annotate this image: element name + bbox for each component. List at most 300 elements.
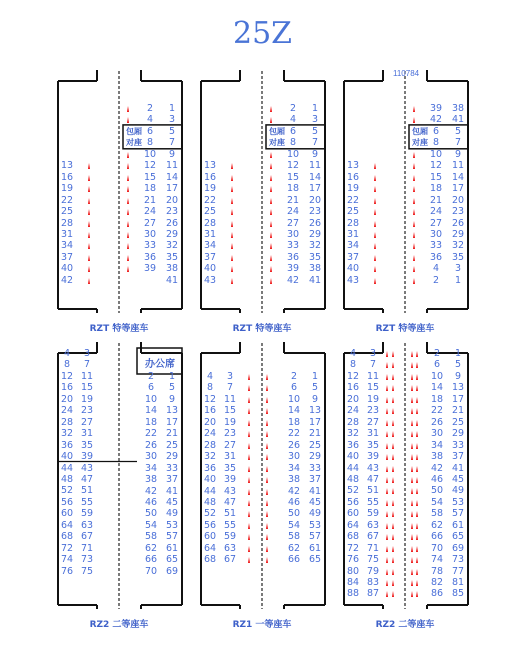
seat-number: 21 — [286, 194, 300, 206]
seat-direction-marker — [411, 500, 413, 506]
seat-direction-marker — [411, 557, 413, 563]
seat-number: 32 — [451, 240, 465, 252]
seat-direction-marker — [392, 408, 394, 414]
seat-number: 25 — [346, 206, 360, 218]
seat-direction-marker — [386, 431, 388, 437]
seat-direction-marker — [266, 408, 268, 414]
seat-direction-marker — [416, 408, 418, 414]
seat-direction-marker — [266, 523, 268, 529]
seat-number: 85 — [451, 588, 465, 600]
seat-number: 17 — [451, 393, 465, 405]
seat-number: 4 — [146, 114, 154, 126]
seat-number: 15 — [429, 171, 443, 183]
seat-direction-marker — [416, 466, 418, 472]
seat-direction-marker — [88, 175, 90, 181]
seat-number: 68 — [203, 554, 217, 566]
seat-number: 20 — [165, 194, 179, 206]
seat-direction-marker — [231, 198, 233, 204]
seat-number: 79 — [366, 565, 380, 577]
seat-number: 45 — [451, 473, 465, 485]
seat-number: 38 — [430, 451, 444, 463]
seat-direction-marker — [248, 374, 250, 380]
seat-direction-marker — [266, 500, 268, 506]
seat-number: 18 — [429, 183, 443, 195]
seat-direction-marker — [270, 266, 272, 272]
seat-direction-marker — [248, 443, 250, 449]
seat-number: 3 — [226, 371, 234, 382]
seat-direction-marker — [392, 511, 394, 517]
seat-number: 28 — [60, 217, 74, 229]
seat-number: 66 — [144, 554, 158, 566]
seat-number: 10 — [287, 393, 301, 405]
seat-number: 37 — [308, 474, 322, 486]
seat-direction-marker — [392, 569, 394, 575]
seat-number: 14 — [451, 171, 465, 183]
seat-direction-marker — [127, 255, 129, 261]
seat-direction-marker — [248, 489, 250, 495]
seat-number: 16 — [203, 405, 217, 417]
seat-number: 31 — [366, 428, 380, 440]
seat-number: 57 — [451, 508, 465, 520]
seat-direction-marker — [270, 186, 272, 192]
seat-direction-marker — [411, 477, 413, 483]
seat-number: 16 — [346, 171, 360, 183]
seat-number: 12 — [286, 160, 300, 172]
seat-number: 35 — [308, 251, 322, 263]
car-layout — [57, 341, 182, 635]
seat-number: 15 — [223, 405, 237, 417]
seat-number: 32 — [308, 240, 322, 252]
seat-number: 2 — [433, 348, 441, 359]
seat-number: 61 — [165, 542, 179, 554]
seat-number: 30 — [143, 228, 157, 240]
seat-number: 67 — [80, 531, 94, 543]
seat-direction-marker — [416, 557, 418, 563]
seat-number: 31 — [346, 228, 360, 240]
seat-direction-marker — [248, 500, 250, 506]
seat-number: 6 — [433, 359, 441, 371]
seat-number: 37 — [346, 251, 360, 263]
seat-number: 12 — [143, 160, 157, 172]
seat-number: 1 — [454, 274, 462, 286]
seat-direction-marker — [266, 546, 268, 552]
seat-direction-marker — [411, 385, 413, 391]
seat-number: 56 — [203, 519, 217, 531]
seat-number: 27 — [429, 217, 443, 229]
car-layout — [200, 341, 325, 635]
seat-direction-marker — [392, 397, 394, 403]
seat-number: 86 — [430, 588, 444, 600]
seat-number: 9 — [454, 148, 462, 160]
seat-direction-marker — [386, 374, 388, 380]
seat-number: 4 — [63, 348, 71, 359]
seat-number: 49 — [451, 485, 465, 497]
seat-direction-marker — [374, 243, 376, 249]
seat-number: 51 — [80, 485, 94, 497]
seat-direction-marker — [248, 466, 250, 472]
seat-number: 20 — [346, 393, 360, 405]
seat-number: 2 — [146, 103, 154, 114]
seat-direction-marker — [231, 221, 233, 227]
seat-number: 38 — [451, 103, 465, 114]
seat-number: 51 — [366, 485, 380, 497]
seat-direction-marker — [386, 523, 388, 529]
seat-number: 7 — [454, 137, 462, 149]
seat-direction-marker — [248, 408, 250, 414]
seat-direction-marker — [411, 397, 413, 403]
seat-number: 63 — [366, 519, 380, 531]
seat-number: 11 — [223, 393, 237, 405]
seat-direction-marker — [88, 243, 90, 249]
seat-direction-marker — [413, 117, 415, 123]
seat-direction-marker — [127, 209, 129, 215]
seat-number: 23 — [80, 405, 94, 417]
seat-number: 72 — [60, 542, 74, 554]
seat-number: 26 — [430, 416, 444, 428]
seat-number: 45 — [165, 496, 179, 508]
seat-direction-marker — [266, 443, 268, 449]
seat-number: 49 — [308, 508, 322, 520]
car-type-label: RZ2 二等座车 — [375, 620, 435, 630]
seat-number: 10 — [429, 148, 443, 160]
seat-number: 18 — [287, 416, 301, 428]
booth-label-line: 对座 — [269, 137, 285, 147]
seat-direction-marker — [386, 591, 388, 597]
seat-number: 43 — [223, 485, 237, 497]
seat-number: 19 — [80, 393, 94, 405]
seat-direction-marker — [231, 278, 233, 284]
seat-direction-marker — [411, 569, 413, 575]
seat-number: 66 — [430, 531, 444, 543]
seat-number: 29 — [165, 451, 179, 463]
seat-direction-marker — [270, 198, 272, 204]
seat-direction-marker — [374, 266, 376, 272]
seat-number: 1 — [311, 371, 319, 382]
seat-number: 6 — [289, 125, 297, 137]
seat-direction-marker — [386, 397, 388, 403]
seat-number: 77 — [451, 565, 465, 577]
seat-direction-marker — [248, 546, 250, 552]
seat-direction-marker — [392, 488, 394, 494]
seat-number: 12 — [203, 393, 217, 405]
seat-number: 25 — [308, 439, 322, 451]
seat-number: 34 — [203, 240, 217, 252]
seat-number: 58 — [430, 508, 444, 520]
seat-direction-marker — [266, 511, 268, 517]
seat-direction-marker — [413, 255, 415, 261]
seat-number: 37 — [203, 251, 217, 263]
seat-number: 6 — [432, 125, 440, 137]
seat-direction-marker — [127, 117, 129, 123]
seat-direction-marker — [266, 489, 268, 495]
seat-number: 46 — [287, 496, 301, 508]
seat-number: 54 — [144, 519, 158, 531]
seat-number: 23 — [451, 206, 465, 218]
seat-direction-marker — [374, 209, 376, 215]
seat-number: 46 — [144, 496, 158, 508]
seat-number: 11 — [366, 370, 380, 382]
booth-label-line: 对座 — [126, 137, 142, 147]
seat-number: 41 — [451, 462, 465, 474]
seat-number: 33 — [286, 240, 300, 252]
seat-number: 27 — [223, 439, 237, 451]
seat-direction-marker — [392, 385, 394, 391]
booth-label-line: 包厢 — [412, 126, 428, 136]
seat-number: 32 — [346, 428, 360, 440]
seat-number: 44 — [203, 485, 217, 497]
seat-number: 15 — [366, 382, 380, 394]
car-type-label: RZ2 二等座车 — [89, 620, 149, 630]
seat-number: 57 — [308, 531, 322, 543]
seat-direction-marker — [248, 431, 250, 437]
seat-direction-marker — [416, 454, 418, 460]
seat-number: 49 — [165, 508, 179, 520]
seat-number: 14 — [308, 171, 322, 183]
seat-direction-marker — [231, 209, 233, 215]
seat-direction-marker — [411, 351, 413, 357]
seat-number: 26 — [308, 217, 322, 229]
seat-number: 29 — [451, 428, 465, 440]
seat-direction-marker — [386, 408, 388, 414]
seat-number: 40 — [203, 474, 217, 486]
seat-number: 35 — [451, 251, 465, 263]
seat-number: 19 — [346, 183, 360, 195]
seat-direction-marker — [416, 374, 418, 380]
seat-direction-marker — [416, 511, 418, 517]
seat-number: 22 — [430, 405, 444, 417]
car-layout — [343, 69, 468, 339]
seat-number: 19 — [203, 183, 217, 195]
seat-number: 41 — [308, 274, 322, 286]
seat-number: 68 — [60, 531, 74, 543]
seat-number: 36 — [286, 251, 300, 263]
seat-number: 44 — [60, 462, 74, 474]
seat-number: 37 — [60, 251, 74, 263]
seat-number: 25 — [60, 206, 74, 218]
seat-direction-marker — [386, 511, 388, 517]
seat-number: 24 — [143, 206, 157, 218]
seat-direction-marker — [374, 198, 376, 204]
seat-number: 55 — [80, 496, 94, 508]
seat-number: 41 — [165, 274, 179, 286]
seat-number: 25 — [203, 206, 217, 218]
seat-number: 15 — [286, 171, 300, 183]
seat-number: 69 — [165, 565, 179, 577]
seat-number: 40 — [203, 263, 217, 275]
seat-direction-marker — [386, 454, 388, 460]
seat-number: 40 — [346, 451, 360, 463]
seat-number: 50 — [144, 508, 158, 520]
seat-direction-marker — [411, 511, 413, 517]
seat-direction-marker — [270, 221, 272, 227]
seat-number: 61 — [451, 519, 465, 531]
seat-direction-marker — [248, 385, 250, 391]
seat-direction-marker — [386, 569, 388, 575]
booth-label-line: 包厢 — [269, 126, 285, 136]
seat-direction-marker — [374, 232, 376, 238]
seat-number: 28 — [60, 416, 74, 428]
seat-number: 13 — [203, 160, 217, 172]
seat-number: 10 — [286, 148, 300, 160]
seat-direction-marker — [411, 534, 413, 540]
seat-direction-marker — [270, 232, 272, 238]
seat-number: 24 — [429, 206, 443, 218]
seat-direction-marker — [127, 186, 129, 192]
seat-number: 4 — [206, 371, 214, 382]
seat-direction-marker — [413, 266, 415, 272]
seat-number: 39 — [286, 263, 300, 275]
seat-number: 60 — [203, 531, 217, 543]
seat-direction-marker — [416, 569, 418, 575]
seat-number: 36 — [429, 251, 443, 263]
seat-number: 51 — [223, 508, 237, 520]
seat-direction-marker — [411, 580, 413, 586]
seat-direction-marker — [88, 186, 90, 192]
seat-number: 39 — [366, 451, 380, 463]
seat-number: 19 — [60, 183, 74, 195]
seat-direction-marker — [416, 362, 418, 368]
seat-direction-marker — [413, 175, 415, 181]
seat-number: 3 — [83, 348, 91, 359]
seat-number: 29 — [165, 228, 179, 240]
seat-number: 20 — [451, 194, 465, 206]
seat-direction-marker — [248, 454, 250, 460]
seat-number: 22 — [287, 428, 301, 440]
seat-number: 21 — [429, 194, 443, 206]
seat-number: 9 — [454, 370, 462, 382]
seat-number: 38 — [165, 263, 179, 275]
seat-direction-marker — [127, 221, 129, 227]
seat-direction-marker — [392, 591, 394, 597]
seat-number: 30 — [286, 228, 300, 240]
seat-number: 1 — [311, 103, 319, 114]
seat-number: 15 — [80, 382, 94, 394]
seat-number: 7 — [168, 137, 176, 149]
seat-direction-marker — [270, 163, 272, 169]
seat-direction-marker — [392, 580, 394, 586]
seat-number: 17 — [308, 183, 322, 195]
seat-number: 5 — [168, 125, 176, 137]
seat-number: 70 — [430, 542, 444, 554]
seat-number: 42 — [144, 485, 158, 497]
seat-number: 37 — [451, 451, 465, 463]
seat-number: 32 — [203, 451, 217, 463]
car-type-label: RZT 特等座车 — [89, 324, 149, 334]
seat-number: 69 — [451, 542, 465, 554]
seat-direction-marker — [413, 221, 415, 227]
seat-direction-marker — [386, 546, 388, 552]
seat-number: 78 — [430, 565, 444, 577]
seat-number: 33 — [143, 240, 157, 252]
seat-number: 53 — [308, 519, 322, 531]
seat-number: 17 — [451, 183, 465, 195]
seat-direction-marker — [270, 117, 272, 123]
seat-number: 9 — [311, 393, 319, 405]
seat-direction-marker — [248, 477, 250, 483]
seat-number: 25 — [451, 416, 465, 428]
seat-number: 2 — [147, 371, 155, 382]
seat-number: 71 — [80, 542, 94, 554]
seat-number: 25 — [165, 439, 179, 451]
seat-number: 5 — [311, 382, 319, 394]
seat-number: 30 — [430, 428, 444, 440]
seat-number: 24 — [203, 428, 217, 440]
seat-number: 38 — [308, 263, 322, 275]
seat-direction-marker — [266, 477, 268, 483]
seat-direction-marker — [266, 534, 268, 540]
seat-direction-marker — [413, 278, 415, 284]
seat-number: 33 — [451, 439, 465, 451]
seat-number: 48 — [203, 496, 217, 508]
seat-number: 31 — [223, 451, 237, 463]
seat-number: 40 — [60, 263, 74, 275]
seat-number: 39 — [223, 474, 237, 486]
seat-direction-marker — [231, 255, 233, 261]
seat-direction-marker — [88, 209, 90, 215]
seat-number: 5 — [454, 125, 462, 137]
seat-direction-marker — [270, 243, 272, 249]
seat-number: 39 — [80, 451, 94, 463]
seat-direction-marker — [392, 534, 394, 540]
seat-number: 52 — [346, 485, 360, 497]
seat-direction-marker — [416, 488, 418, 494]
seat-number: 19 — [366, 393, 380, 405]
seat-number: 11 — [165, 160, 179, 172]
seat-direction-marker — [374, 186, 376, 192]
seat-direction-marker — [392, 443, 394, 449]
seat-number: 10 — [430, 370, 444, 382]
seat-direction-marker — [411, 362, 413, 368]
seat-number: 16 — [346, 382, 360, 394]
seat-number: 13 — [165, 405, 179, 417]
seat-direction-marker — [374, 278, 376, 284]
seat-number: 34 — [430, 439, 444, 451]
seat-number: 46 — [430, 473, 444, 485]
diagram-title: 25Z — [232, 16, 293, 51]
seat-number: 50 — [430, 485, 444, 497]
seat-number: 54 — [287, 519, 301, 531]
seat-direction-marker — [266, 385, 268, 391]
seat-direction-marker — [374, 163, 376, 169]
seat-direction-marker — [411, 420, 413, 426]
seat-direction-marker — [127, 175, 129, 181]
seat-number: 38 — [144, 474, 158, 486]
seat-number: 12 — [346, 370, 360, 382]
seat-direction-marker — [416, 546, 418, 552]
seat-direction-marker — [413, 163, 415, 169]
seat-number: 41 — [165, 485, 179, 497]
seat-direction-marker — [270, 106, 272, 112]
seat-number: 48 — [346, 473, 360, 485]
seat-number: 42 — [60, 274, 74, 286]
seat-direction-marker — [416, 500, 418, 506]
seat-number: 24 — [60, 405, 74, 417]
seat-number: 39 — [143, 263, 157, 275]
seat-number: 41 — [308, 485, 322, 497]
seat-number: 11 — [80, 370, 94, 382]
seat-direction-marker — [266, 420, 268, 426]
seat-number: 8 — [63, 359, 71, 371]
seat-number: 3 — [454, 263, 462, 275]
seat-number: 62 — [430, 519, 444, 531]
seat-number: 30 — [144, 451, 158, 463]
seat-number: 35 — [366, 439, 380, 451]
seat-number: 52 — [60, 485, 74, 497]
seat-number: 9 — [311, 148, 319, 160]
seat-number: 38 — [287, 474, 301, 486]
seat-number: 7 — [83, 359, 91, 371]
seat-direction-marker — [127, 266, 129, 272]
